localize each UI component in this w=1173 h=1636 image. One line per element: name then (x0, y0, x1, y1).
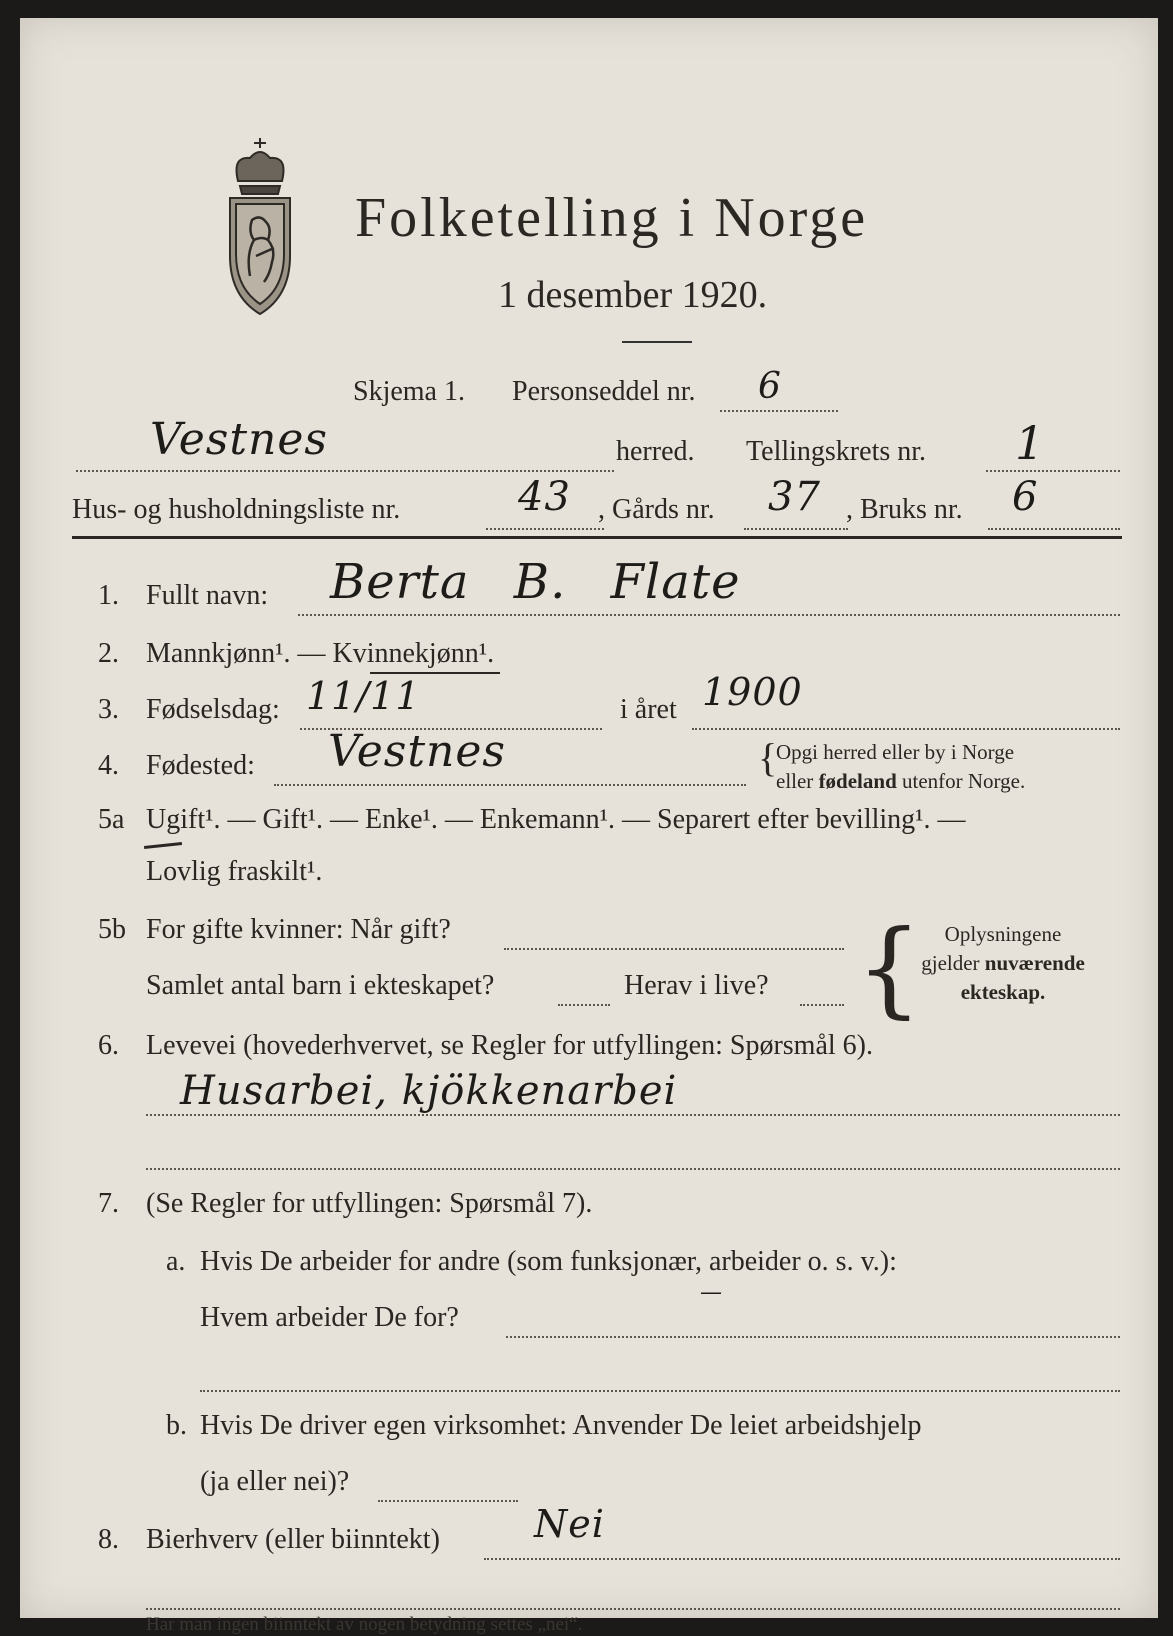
full-name-value[interactable]: Berta B. Flate (330, 554, 741, 610)
census-form-page (20, 18, 1158, 1635)
q8-line-2 (146, 1608, 1120, 1610)
q7a-letter: a. (166, 1246, 186, 1277)
norwegian-coat-of-arms-icon (210, 136, 310, 316)
q2-number: 2. (98, 638, 119, 669)
q3-number: 3. (98, 694, 119, 725)
gards-value[interactable]: 37 (768, 474, 821, 520)
q5a-label: Ugift¹. — Gift¹. — Enke¹. — Enkemann¹. — Separert efter bevilling¹. — (146, 804, 966, 835)
hus-value[interactable]: 43 (518, 474, 571, 520)
q1-number: 1. (98, 580, 119, 611)
personseddel-value[interactable]: 6 (758, 366, 782, 407)
q4-note-line1: Opgi herred eller by i Norge (776, 740, 1015, 764)
q8-number: 8. (98, 1524, 119, 1555)
q7a-line-1 (506, 1336, 1120, 1338)
q4-note-line2: eller fødeland utenfor Norge. (776, 769, 1026, 793)
q2-label: Mannkjønn¹. — Kvinnekjønn¹. (146, 638, 495, 669)
q3-year-line (692, 728, 1120, 730)
q5a-number: 5a (98, 804, 125, 835)
q4-brace: { (758, 735, 778, 780)
q1-line (298, 614, 1120, 616)
birthday-value[interactable]: 11/11 (306, 674, 421, 718)
q6-label: Levevei (hovederhvervet, se Regler for utfyllingen: Spørsmål 6). (146, 1030, 873, 1061)
q4-label: Fødested: (146, 750, 255, 781)
q5b-living-line (800, 1004, 844, 1006)
q7b-label: Hvis De driver egen virksomhet: Anvender De leiet arbeidshjelp (200, 1410, 922, 1441)
q5b-brace: { (856, 907, 923, 1029)
skjema-label: Skjema 1. (353, 376, 465, 407)
herred-line (76, 470, 614, 472)
q7-number: 7. (98, 1188, 119, 1219)
q5b-married-line (504, 948, 844, 950)
bruks-line (988, 528, 1120, 530)
q5b-note-line3: ekteskap. (960, 980, 1046, 1004)
bruks-value[interactable]: 6 (1012, 474, 1039, 520)
q3-year-label: i året (620, 694, 677, 725)
herred-label: herred. (616, 436, 695, 467)
q5b-label: For gifte kvinner: Når gift? (146, 914, 451, 945)
q7b-yesno-label: (ja eller nei)? (200, 1466, 350, 1497)
q4-line (274, 784, 746, 786)
q6-number: 6. (98, 1030, 119, 1061)
q5b-note-line2: gjelder nuværende (921, 951, 1085, 975)
footer-note: Har man ingen biinntekt av nogen betydning settes „nei“. (146, 1614, 583, 1635)
personseddel-label: Personseddel nr. (512, 376, 696, 407)
q7-label: (Se Regler for utfyllingen: Spørsmål 7). (146, 1188, 593, 1219)
birth-year-value[interactable]: 1900 (702, 670, 803, 714)
side-income-value[interactable]: Nei (534, 1502, 605, 1546)
birthplace-value[interactable]: Vestnes (328, 726, 506, 777)
ugift-mark (144, 842, 182, 849)
q7b-line (378, 1500, 518, 1502)
q4-number: 4. (98, 750, 119, 781)
employer-value[interactable]: — (700, 1280, 723, 1305)
q8-line-1 (484, 1558, 1120, 1560)
title-divider (622, 341, 692, 343)
herred-value[interactable]: Vestnes (150, 414, 328, 465)
q6-line-2 (146, 1168, 1120, 1170)
hus-label: Hus- og husholdningsliste nr. (72, 494, 401, 525)
q8-label: Bierhverv (eller biinntekt) (146, 1524, 440, 1555)
q5a-label-continued: Lovlig fraskilt¹. (146, 856, 323, 887)
tellingskrets-value[interactable]: 1 (1015, 416, 1046, 470)
census-date: 1 desember 1920. (498, 274, 768, 316)
occupation-value[interactable]: Husarbei, kjökkenarbei (180, 1068, 678, 1114)
q3-label: Fødselsdag: (146, 694, 280, 725)
q5b-number: 5b (98, 914, 126, 945)
hus-line (486, 528, 604, 530)
gards-line (744, 528, 848, 530)
q5b-children-label: Samlet antal barn i ekteskapet? (146, 970, 495, 1001)
q7a-label: Hvis De arbeider for andre (som funksjonær, arbeider o. s. v.): (200, 1246, 897, 1277)
tellingskrets-line (986, 470, 1120, 472)
header-divider (72, 536, 1122, 539)
q7b-letter: b. (166, 1410, 187, 1441)
q5b-note-line1: Oplysningene (944, 922, 1062, 946)
gards-label: , Gårds nr. (598, 494, 715, 525)
q7a-employer-label: Hvem arbeider De for? (200, 1302, 459, 1333)
tellingskrets-label: Tellingskrets nr. (746, 436, 927, 467)
bruks-label: , Bruks nr. (846, 494, 963, 525)
q1-label: Fullt navn: (146, 580, 269, 611)
form-title: Folketelling i Norge (355, 187, 869, 249)
q6-line-1 (146, 1114, 1120, 1116)
q7a-line-2 (200, 1390, 1120, 1392)
q5b-children-line (558, 1004, 610, 1006)
personseddel-line (720, 410, 838, 412)
q5b-living-label: Herav i live? (624, 970, 769, 1001)
